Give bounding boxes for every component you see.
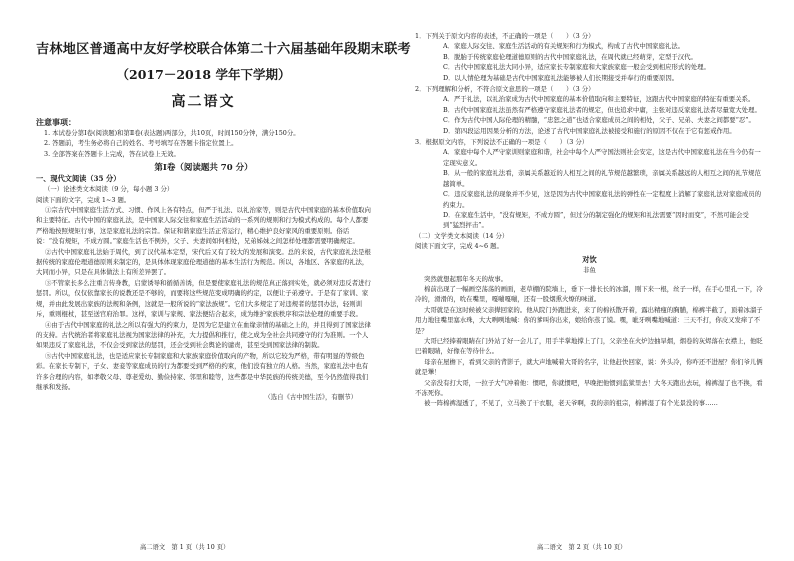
question-option: A．严于礼法，以礼治家成为古代中国家庭的基本价值取向和主要特征，这跟古代中国家庭的特征有重要关系。 [443,95,755,104]
page-footer: 高二语文 第 2 页（共 10 页） [537,544,627,551]
notes-list [36,128,371,159]
question-option: D．第四段运用因果分析的方法，论述了古代中国家庭礼法被接受和施行的原因不仅在于它有惩戒作用。 [443,126,736,135]
question-option: C．违反家庭礼法的现象并不少见，这是因为古代中国家庭礼法的弹性在一定程度上消解了家庭礼法对家庭成员的约束力。 [443,190,762,209]
question-option: A．家庭人际交往、家庭生活活动的有关规矩和行为模式，构成了古代中国家庭礼法。 [443,42,685,51]
exam-title: 吉林地区普通高中友好学校联合体第二十六届基础年段期末联考 [36,42,411,57]
section-title: 第Ⅰ卷（阅读题共 70 分） [154,163,253,174]
story-title: 对饮 [582,254,597,264]
story-paragraph: 突然就想起那年冬天的故事。 [423,274,508,283]
question-option: B．脱胎于传统家庭伦理道德原则的古代中国家庭礼法，在周代就已经萌芽，定型于汉代。 [443,52,697,61]
passage-paragraph: ⑤古代中国家庭礼法，也是适应家长专制家庭和大家族家庭价值取向的产物，所以它较为严格，带有明显的等级色彩。在家长专制下，子女、妻妾等家庭成员的行为都要受到严格的约束，他们没有独立的人格。当然，家庭礼法中也有许多合理的内容，如孝敬父母、尊老爱幼、勤俭持家、邻里和睦等，这些都是中华民族的传统美德，至今仍然值得我们继承和发扬。 [36,351,369,391]
passage-paragraph: ①宗古代中国家庭生活方式、习惯、作风上各有特点，但严于礼法、以礼治家等，则是古代中国家庭的基本价值取向和主要特征。古代中国的家庭礼法，是中国家人际交往和家庭生活活动的一系列的规则和行为模式构成的。每个人都要严格地按照规矩行事，这是家庭礼法的宗旨。保证和谐家庭生活正常运行，精心维护良好家风的重要原则。俗话说：“没有规矩，不成方圆。”家庭生活也不例外，父子、夫妻间如何相处，兄弟姊妹之间怎样处理都需要明确规定。 [36,206,371,246]
question [415,137,764,231]
page-footer: 高二语文 第 1 页（共 10 页） [140,544,230,551]
exam-subtitle: （2017－2018 学年下学期） [116,67,291,82]
question [415,31,764,83]
part-heading: 一、现代文阅读（35 分） [36,174,121,184]
question-option: C．作为古代中国人际伦理的精髓，“忠恕之道”也适合家庭成员之间的相处，父子、兄弟、夫妻之间都要“忍”。 [443,116,755,125]
question-option: B．古代中国家庭礼法虽然有严格遵守家庭礼法者的规定，但也追求中庸，主张对违反家庭礼法者尽量宽大处理。 [443,105,761,114]
note-item: 3. 全部答案在答题卡上完成，答在试卷上无效。 [44,149,180,158]
question-option: A．家庭中每个人严守家训则家庭和谐，社会中每个人严守国法则社会安定，这是古代中国家庭礼法在当今仍有一定现实意义。 [443,148,761,167]
question [415,84,764,136]
question-stem: 2．下列理解和分析，不符合原文意思的一项是（ ）（3 分） [415,85,595,94]
story-paragraph: 大哥已经捧着眼睛在门外站了好一会儿了，用手半掌地撑上了门，父亲坐在火炉边抽旱烟，烟卷的灰烬落在衣襟上，他眨巴着眼睛，好像在等待什么。 [415,336,763,356]
questions [415,31,764,252]
right-page [397,0,794,561]
story-text [415,274,764,409]
passage [36,205,371,403]
question-stem: 3．根据原文内容，下列说法不正确的一项是（ ）（3 分） [415,138,589,147]
story-paragraph: 大哥就是在这时候被父亲撵回家的。他从院门外跑进来，来了的棉袄散开着，露出精瘦的胸脯，棉裤半截了，顶着冰溜子用力地往嘴里塞水珠，大大咧咧地喊：你的爹叫你出来，娘给你蒸了馍。嘿，呲牙咧嘴地喊道：三天不打，你皮又发痒了不是？ [415,305,763,335]
story-paragraph: 被一阵棉裤湿透了，不见了，立马换了干衣服，老天爷啊，我的亲的祖宗，棉裤湿了有个光景没的事…… [423,399,718,408]
note-item: 2. 答题前，考生务必将自己的姓名、考号填写在答题卡指定位置上。 [44,139,238,148]
instruction: 阅读下面文字，完成 4~6 题。 [415,242,503,251]
story-paragraph: 棉前出现了一幅画空荡荡的画面，老草棚的院墙上，垂下一排长长的冰溜，刚下来一根，丝子一样，在手心里孔一下，冷冷的，滑滑的，吮在嘴里，嘎嘣嘎嘣，还有一股烟熏火燎的味道。 [415,284,763,304]
story-paragraph: 母亲在屋檐下，看到父亲的背影子，就大声地喊着大哥的名字，让他赶快回家，说：外头冷，你咋还不进屋？你们爷儿俩就是犟！ [415,357,763,377]
passage-source: （选自《古中国生活》，有删节） [264,393,357,402]
question-option: D．在家庭生活中，“没有规矩，不成方圆”，但过分的制定强化的规矩和礼法需要“因时而变”，不然可能会受到“猛烈抨击”。 [443,210,749,230]
story-author: 非鱼 [583,265,596,274]
passage-paragraph: ③不管家长多么注重言传身教，启蒙诱导和循循善诱，但是要使家庭礼法的规范真正落到实处，就必须对违反者进行惩罚。所以，仅仅依靠家长的说教还是不够的，而要将这些规范变成明确的约定，以便让子弟遵守。于是有了家训、家规，并由此发展出家族的法规和条例，这就是一般所说的“家法族规”。它们大多规定了对违规者的惩罚办法，轻则训斥，重则棍杖，甚至送官府治罪。这样，家训与家规、家法便结合起来，成为维护家族秩序和宗法伦理的重要手段。 [36,278,371,319]
passage-paragraph: ④由于古代中国家庭的礼法之所以有强大的约束力，是因为它是建立在血缘亲情的基础之上的，并且得到了国家法律的支持。古代统治者将家庭礼法视为国家法律的补充，大力提倡和推行，使之成为全社会共同遵守的行为准则。一个人如果违反了家庭礼法，不仅会受到家法的惩罚，还会受到社会舆论的谴责，甚至受到国家法律的制裁。 [36,320,371,350]
question-option: B．从一般的家庭礼法看，亲属关系越近的人相互之间的礼节规范越繁琐，亲属关系越远的人相互之间的礼节规范越简单。 [443,169,761,188]
question-option: C．古代中国家庭礼法大同小异，适应家长专制家庭和大家族家庭一般会受到相应形式的处理。 [443,63,710,72]
passage-paragraph: ②古代中国家庭礼法始于周代，到了汉代基本定型，宋代后又有了较大的发展和演变。总的来说，古代家庭礼法是根据传统的家庭伦理道德原则来制定的，是具体体现家庭伦理道德的基本生活行为规范。所以，各地区、各家庭的礼法，大同而小异，只是在具体做法上有所差异罢了。 [36,247,371,277]
story-paragraph: 父亲没有打大哥，一拉子大气冲着他：惯吧，你就惯吧，早晚把他惯到监狱里去！大冬天跑出去玩，棉裤湿了也不换，看不冻死你。 [415,378,763,397]
instruction: 阅读下面的文字，完成 1~3 题。 [36,195,131,204]
question-option: D．以人情伦理为基础是古代中国家庭礼法能够被人们长期接受并奉行的重要原因。 [443,73,679,82]
subsection-heading: （二）文学类文本阅读（14 分） [415,231,509,240]
notes-heading: 注意事项： [36,117,76,127]
note-item: 1. 本试卷分第Ⅰ卷(阅读题)和第Ⅱ卷(表达题)两部分，共10页，时间150分钟，满分150分。 [44,129,300,137]
subject-title: 高二语文 [171,94,236,110]
subsection-heading: （一）论述类文本阅读（9 分，每小题 3 分） [44,185,174,194]
question-stem: 1．下列关于原文内容的表述，不正确的一项是（ ）（3 分） [415,32,595,40]
